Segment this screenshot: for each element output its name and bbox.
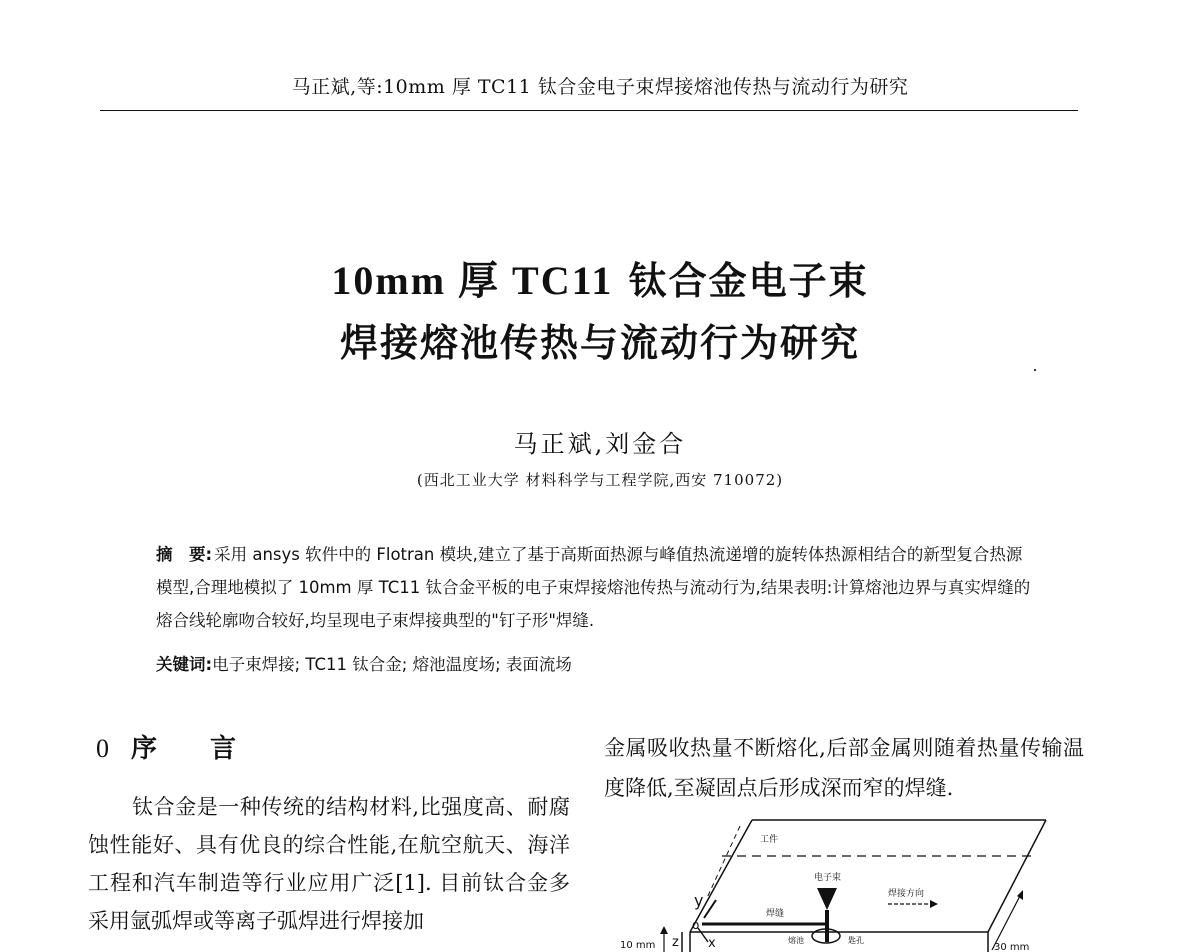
weld-label: 焊缝 — [766, 909, 785, 919]
scan-speck — [1034, 369, 1036, 371]
section-number: 0 — [96, 734, 109, 763]
paper-title — [0, 250, 1200, 374]
weld-schematic-figure — [612, 812, 1082, 952]
electron-beam-arrow — [817, 888, 837, 910]
thickness-dimension-arrowhead — [660, 926, 668, 934]
beam-label: 电子束 — [814, 873, 842, 883]
z-axis-label: z — [672, 935, 679, 950]
affiliation: (西北工业大学 材料科学与工程学院,西安 710072) — [416, 471, 784, 489]
keywords-label: 关键词: — [156, 655, 213, 674]
authors: 马正斌,刘金合 — [513, 430, 687, 458]
left-column-paragraph: 钛合金是一种传统的结构材料,比强度高、耐腐蚀性能好、具有优良的综合性能,在航空航天、海洋工程和汽车制造等行业应用广泛[1]. 目前钛合金多采用氩弧焊或等离子弧焊进行焊接加 — [88, 795, 570, 933]
keywords-text: 电子束焊接; TC11 钛合金; 熔池温度场; 表面流场 — [212, 655, 572, 674]
title-line-2: 焊接熔池传热与流动行为研究 — [339, 321, 860, 365]
thickness-dimension-label: 10 mm — [620, 940, 656, 951]
abstract-text: 采用 ansys 软件中的 Flotran 模块,建立了基于高斯面热源与峰值热流递增的旋转体热源相结合的新型复合热源模型,合理地模拟了 10mm 厚 TC11 钛合金平板的电子束焊接熔池传热与流动行为,结果表明:计算熔池边界与真实焊缝的熔合线轮廓吻合较好,均呈现电子束焊接典型的"钉子形"焊缝. — [156, 545, 1031, 630]
pool-label: 熔池 — [788, 936, 804, 945]
keywords — [156, 653, 1036, 677]
keyhole-label: 匙孔 — [848, 936, 864, 945]
width-dimension-arrowhead — [1017, 890, 1023, 900]
title-line-1-cn: 钛合金电子束 — [613, 259, 869, 303]
workpiece-top-right-edge — [988, 820, 1046, 932]
abstract — [156, 538, 1036, 637]
section-heading — [96, 728, 258, 765]
direction-label: 焊接方向 — [888, 889, 925, 899]
title-line-1-en: 10mm 厚 TC11 — [331, 258, 614, 303]
title-line-1 — [0, 250, 1200, 312]
x-axis-line — [698, 928, 708, 942]
y-axis-label: y — [694, 891, 704, 910]
weld-seam-dashed — [707, 826, 740, 898]
workpiece-top-left-edge — [690, 820, 752, 932]
right-column-paragraph: 金属吸收热量不断熔化,后部金属则随着热量传输温度降低,至凝固点后形成深而窄的焊缝. — [604, 736, 1084, 800]
weld-schematic-svg — [612, 812, 1082, 952]
width-dimension-label: 30 mm — [994, 942, 1030, 952]
header-rule — [100, 110, 1078, 111]
workpiece-label: 工件 — [760, 835, 779, 845]
section-title: 序 言 — [131, 734, 259, 764]
origin-label: o — [692, 918, 700, 932]
running-header: 马正斌,等:10mm 厚 TC11 钛合金电子束焊接熔池传热与流动行为研究 — [291, 76, 909, 98]
welding-direction-arrowhead — [930, 900, 938, 908]
x-axis-label: x — [708, 936, 716, 951]
abstract-label: 摘 要: — [156, 545, 213, 564]
